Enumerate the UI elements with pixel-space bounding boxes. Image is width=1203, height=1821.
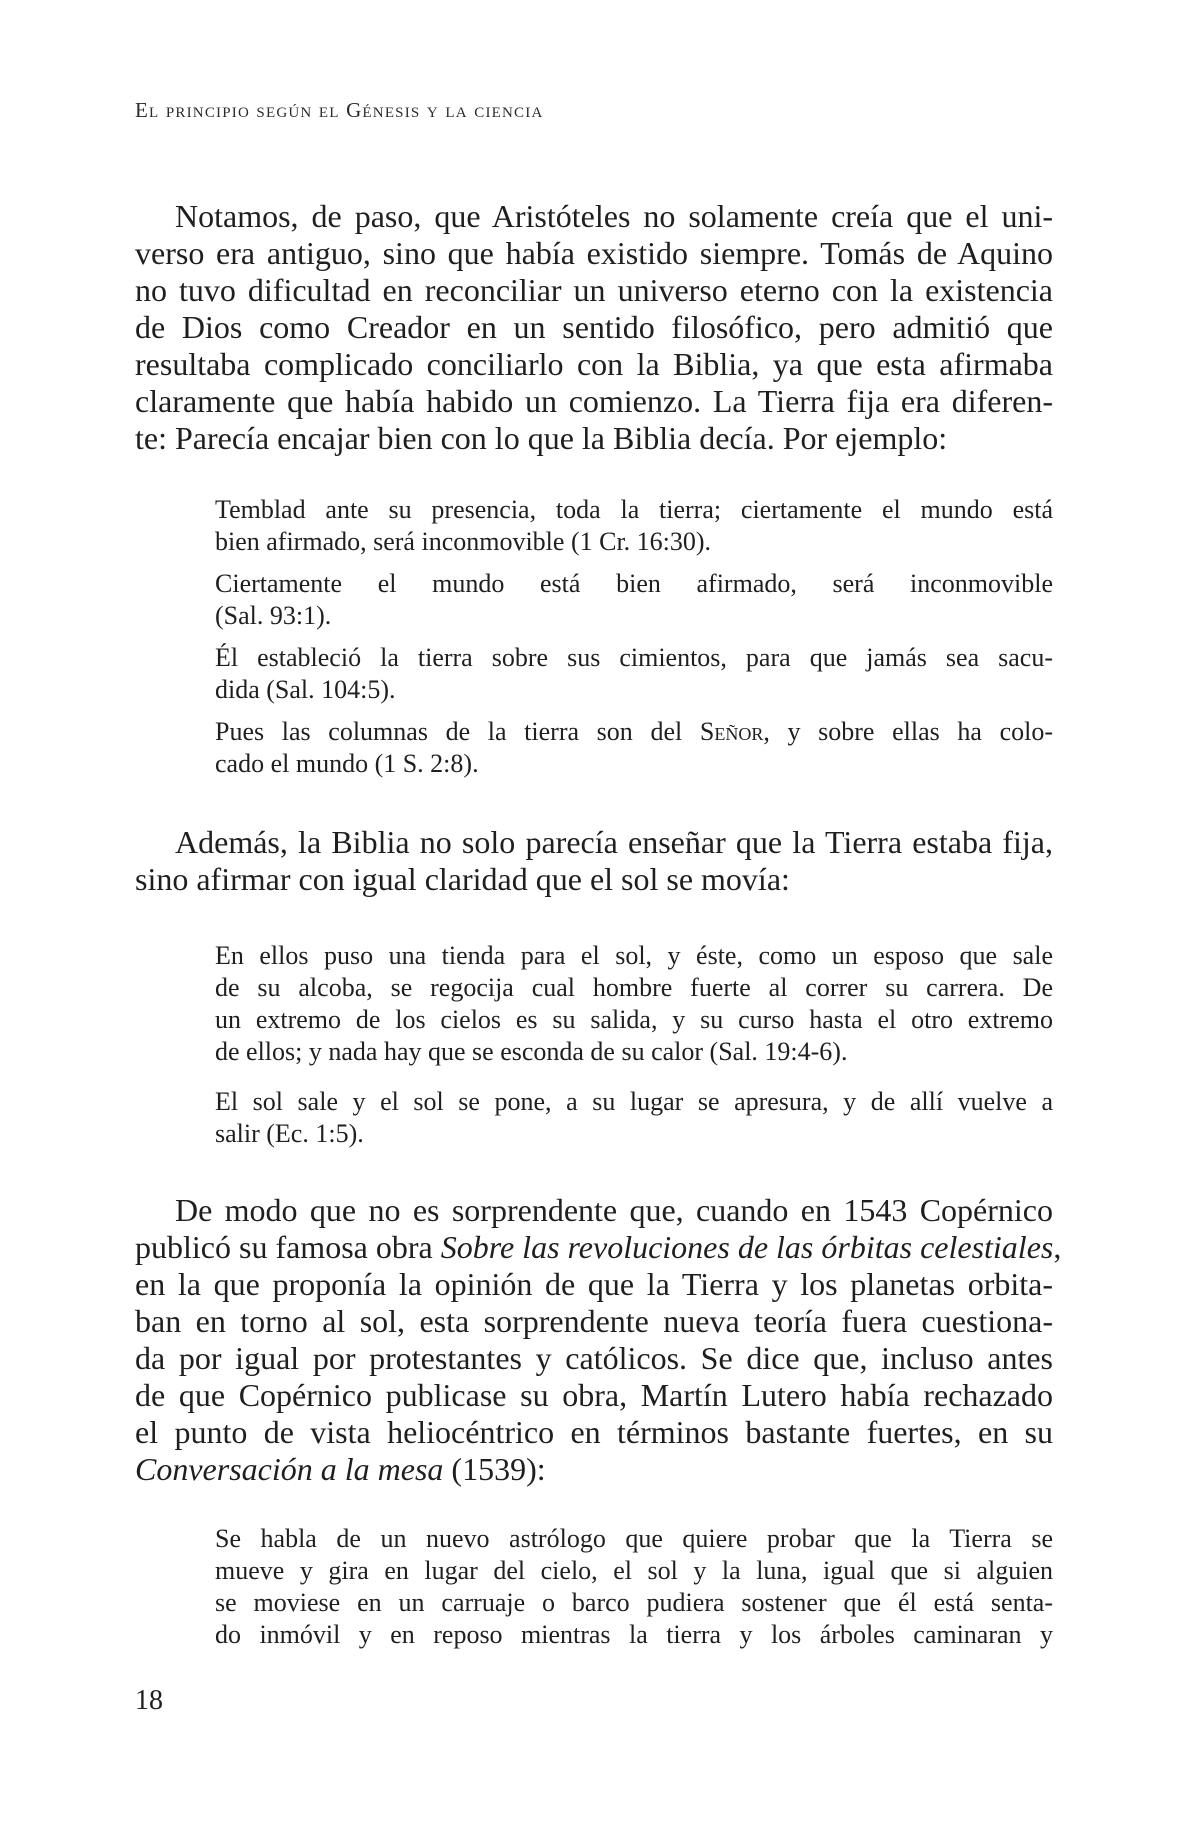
text-line: verso era antiguo, sino que había existido siempre. Tomás de Aquino (135, 235, 1053, 271)
quote-line: mueve y gira en lugar del cielo, el sol y la luna, igual que si alguien (215, 1556, 1053, 1585)
block-quote (215, 940, 1053, 1068)
body-paragraph (135, 1192, 1062, 1488)
quote-line: Ciertamente el mundo está bien afirmado, será inconmovible (215, 569, 1053, 598)
block-quote (215, 494, 1053, 558)
quote-line (215, 716, 1053, 748)
text-line: te: Parecía encajar bien con lo que la Biblia decía. Por ejemplo: (135, 420, 948, 456)
quote-line: do inmóvil y en reposo mientras la tierra y los árboles caminaran y (215, 1620, 1053, 1649)
text-line (135, 1229, 1062, 1266)
text-line: sino afirmar con igual claridad que el sol se movía: (135, 861, 790, 897)
block-quote (215, 1086, 1053, 1150)
text-line: Notamos, de paso, que Aristóteles no solamente creía que el uni- (175, 198, 1053, 234)
text-line: De modo que no es sorprendente que, cuando en 1543 Copérnico (175, 1192, 1053, 1228)
quote-line: El sol sale y el sol se pone, a su lugar se apresura, y de allí vuelve a (215, 1087, 1053, 1116)
text-run: , (1053, 1229, 1062, 1265)
quote-line: En ellos puso una tienda para el sol, y éste, como un esposo que sale (215, 941, 1053, 970)
block-quote (215, 568, 1053, 632)
text-line: da por igual por protestantes y católicos. Se dice que, incluso antes (135, 1340, 1053, 1376)
quote-line: Él estableció la tierra sobre sus cimientos, para que jamás sea sacu- (215, 643, 1053, 672)
quote-line: Se habla de un nuevo astrólogo que quiere probar que la Tierra se (215, 1524, 1053, 1553)
body-paragraph (135, 198, 1053, 457)
book-title-italic: Conversación a la mesa (135, 1451, 444, 1487)
text-line: el punto de vista heliocéntrico en términos bastante fuertes, en su (135, 1414, 1053, 1450)
text-run: publicó su famosa obra (135, 1229, 441, 1265)
body-paragraph (135, 824, 1053, 898)
text-line: claramente que había habido un comienzo. La Tierra fija era diferen- (135, 383, 1053, 419)
quote-line: cado el mundo (1 S. 2:8). (215, 749, 479, 778)
text-line: resultaba complicado conciliarlo con la Biblia, ya que esta afirmaba (135, 346, 1053, 382)
book-title-italic: Sobre las revoluciones de las órbitas celestiales (440, 1229, 1054, 1265)
text-line: no tuvo dificultad en reconciliar un universo eterno con la existencia (135, 272, 1053, 308)
text-run: (1539): (443, 1451, 546, 1487)
quote-line: salir (Ec. 1:5). (215, 1119, 364, 1148)
text-line: Además, la Biblia no solo parecía enseñar que la Tierra estaba fija, (175, 824, 1053, 860)
text-line: ban en torno al sol, esta sorprendente nueva teoría fuera cuestiona- (135, 1303, 1053, 1339)
quote-line: Temblad ante su presencia, toda la tierra; ciertamente el mundo está (215, 495, 1053, 524)
quote-line: bien afirmado, será inconmovible (1 Cr. 16:30). (215, 527, 712, 556)
text-line (135, 1451, 1053, 1488)
text-line: de que Copérnico publicase su obra, Martín Lutero había rechazado (135, 1377, 1053, 1413)
block-quote (215, 1523, 1053, 1651)
quote-line: de ellos; y nada hay que se esconda de su calor (Sal. 19:4-6). (215, 1037, 848, 1066)
text-line: de Dios como Creador en un sentido filosófico, pero admitió que (135, 309, 1053, 345)
quote-text: Pues las columnas de la tierra son del (215, 717, 700, 746)
quote-line: (Sal. 93:1). (215, 601, 332, 630)
quote-line: un extremo de los cielos es su salida, y su curso hasta el otro extremo (215, 1005, 1053, 1034)
quote-line: se moviese en un carruaje o barco pudiera sostener que él está senta- (215, 1588, 1053, 1617)
block-quote (215, 716, 1053, 780)
running-header: El principio según el Génesis y la ciencia (135, 98, 544, 122)
quote-text: , y sobre ellas ha colo- (763, 717, 1053, 746)
smallcaps-word: Señor (699, 717, 764, 746)
quote-line: de su alcoba, se regocija cual hombre fuerte al correr su carrera. De (215, 973, 1053, 1002)
quote-line: dida (Sal. 104:5). (215, 675, 396, 704)
text-line: en la que proponía la opinión de que la Tierra y los planetas orbita- (135, 1266, 1053, 1302)
page-number: 18 (135, 1685, 163, 1716)
block-quote (215, 642, 1053, 706)
